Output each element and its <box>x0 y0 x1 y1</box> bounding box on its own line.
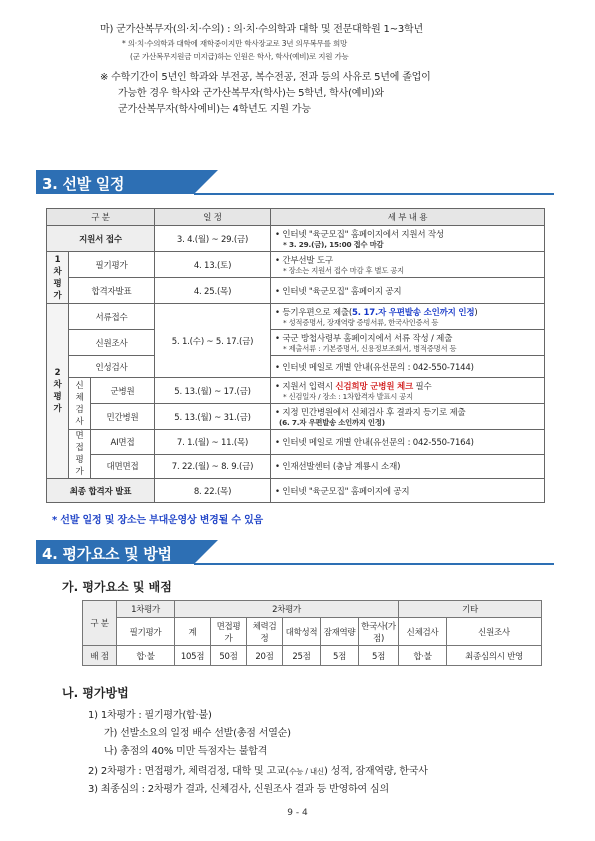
written-label: 필기평가 <box>69 252 155 278</box>
bg-label: 신원조사 <box>69 330 155 356</box>
civ-hosp-detail-1: • 지정 민간병원에서 신체검사 후 결과지 등기로 제출 <box>275 407 466 418</box>
docs-detail-1b: 5. 17.자 우편발송 소인까지 인정 <box>352 307 475 318</box>
mil-hosp-detail-1a: • 지원서 입력시 <box>275 381 336 392</box>
second-eval-label: 2차평가 <box>47 304 69 479</box>
face-label: 대면면접 <box>91 454 155 479</box>
second-date: 5. 1.(수) ~ 5. 17.(금) <box>155 304 271 378</box>
face-detail: • 인재선발센터 (충남 계룡시 소재) <box>271 454 545 479</box>
eval-col-fitness: 체력검정 <box>247 618 283 646</box>
civ-hosp-detail-2: (6. 7.자 우편발송 소인까지 인정) <box>279 417 385 427</box>
method-3: 3) 최종심의 : 2차평가 결과, 신체검사, 신원조사 결과 등 반영하여 심의 <box>88 784 389 795</box>
section-4-header <box>36 540 536 564</box>
docs-label: 서류접수 <box>69 304 155 330</box>
apply-detail-2: * 3. 29.(금), 15:00 접수 마감 <box>283 239 384 249</box>
first-eval-label: 1차평가 <box>47 252 69 304</box>
item-ma: 마) 군가산복무자(의·치·수의) : 의·치·수의학과 대학 및 전문대학원 1~3학년 <box>100 24 423 35</box>
ai-detail: • 인터넷 메일로 개별 안내(유선문의 : 042-550-7164) <box>271 430 545 455</box>
eval-col-physical: 신체검사 <box>399 618 447 646</box>
eval-col-interview: 면접평가 <box>211 618 247 646</box>
face-date: 7. 22.(월) ~ 8. 9.(금) <box>155 454 271 479</box>
written-date: 4. 13.(토) <box>155 252 271 278</box>
method-1a: 가) 선발소요의 일정 배수 선발(총점 서열순) <box>104 728 291 739</box>
pass-detail: • 인터넷 "육군모집" 홈페이지 공지 <box>271 278 545 304</box>
eval-second-label: 2차평가 <box>175 601 399 618</box>
final-detail: • 인터넷 "육군모집" 홈페이지에 공지 <box>271 479 545 503</box>
final-label: 최종 합격자 발표 <box>47 479 155 503</box>
eval-col-potential: 잠재역량 <box>321 618 359 646</box>
bg-detail-2: * 제출서류 : 기본증명서, 신용정보조회서, 병적증명서 등 <box>283 343 457 353</box>
sub-heading-ga: 가. 평가요소 및 배점 <box>62 580 172 594</box>
eval-col-background: 신원조사 <box>447 618 542 646</box>
page-number: 9 - 4 <box>287 808 308 818</box>
section-3-header <box>36 170 536 194</box>
bg-detail-1: • 국군 방첩사령부 홈페이지에서 서류 작성 / 제출 <box>275 333 453 344</box>
remark-line-3: 군가산복무자(학사예비)는 4학년도 지원 가능 <box>118 104 311 115</box>
mil-hosp-date: 5. 13.(월) ~ 17.(금) <box>155 378 271 404</box>
eval-val-written: 합·불 <box>117 646 175 666</box>
method-1b: 나) 총점의 40% 미만 득점자는 불합격 <box>104 746 268 757</box>
eval-row-label: 배 점 <box>83 646 117 666</box>
mil-hosp-detail-2: * 신검일자 / 장소 : 1차합격자 발표시 공지 <box>283 391 413 401</box>
mil-hosp-detail-1b: 신검희망 군병원 체크 <box>335 381 414 392</box>
header-date: 일 정 <box>155 209 271 226</box>
apply-detail-1: • 인터넷 "육군모집" 홈페이지에서 지원서 작성 <box>275 229 444 240</box>
eval-category-label: 구 분 <box>83 601 117 646</box>
civ-hosp-label: 민간병원 <box>91 404 155 430</box>
eval-first-label: 1차평가 <box>117 601 175 618</box>
eval-val-background: 최종심의시 반영 <box>447 646 542 666</box>
method-2a: 2) 2차평가 : 면접평가, 체력검정, 대학 및 고교( <box>88 766 290 777</box>
ai-label: AI면접 <box>91 430 155 455</box>
eval-col-history: 한국사(가점) <box>359 618 399 646</box>
header-category: 구 분 <box>47 209 155 226</box>
ai-date: 7. 1.(월) ~ 11.(목) <box>155 430 271 455</box>
docs-detail-1c: ) <box>474 307 478 318</box>
civ-hosp-date: 5. 13.(월) ~ 31.(금) <box>155 404 271 430</box>
eval-col-total: 계 <box>175 618 211 646</box>
eval-table <box>82 600 542 666</box>
section-3-title: 3. 선발 일정 <box>42 175 125 193</box>
physical-label: 신체검사 <box>69 378 91 430</box>
eval-val-grades: 25점 <box>283 646 321 666</box>
personality-label: 인성검사 <box>69 356 155 378</box>
note-line-1: * 의·치·수의학과 대학에 재학중이지만 학사장교로 3년 의무복무를 희망 <box>122 39 348 48</box>
eval-val-interview: 50점 <box>211 646 247 666</box>
personality-detail: • 인터넷 메일로 개별 안내(유선문의 : 042-550-7144) <box>271 356 545 378</box>
docs-detail-2: * 성적증명서, 장재역량 증빙서류, 한국사인증서 등 <box>283 317 439 327</box>
interview-label: 면접평가 <box>69 430 91 479</box>
method-2b: 수능 / 내신 <box>289 767 324 776</box>
sub-heading-na: 나. 평가방법 <box>62 686 129 700</box>
schedule-note: * 선발 일정 및 장소는 부대운영상 변경될 수 있음 <box>52 515 264 526</box>
eval-col-grades: 대학성적 <box>283 618 321 646</box>
header-detail: 세 부 내 용 <box>271 209 545 226</box>
mil-hosp-detail-1c: 필수 <box>413 381 432 392</box>
eval-col-written: 필기평가 <box>117 618 175 646</box>
note-line-2: (군 가산복무지원금 미지급)하는 인원은 학사, 학사(예비)로 지원 가능 <box>130 52 349 61</box>
eval-val-physical: 합·불 <box>399 646 447 666</box>
apply-label: 지원서 접수 <box>47 226 155 252</box>
apply-date: 3. 4.(월) ~ 29.(금) <box>155 226 271 252</box>
eval-etc-label: 기타 <box>399 601 542 618</box>
written-detail-2: * 장소는 지원서 접수 마감 후 별도 공지 <box>283 265 405 275</box>
section-4-title: 4. 평가요소 및 방법 <box>42 545 172 563</box>
schedule-table <box>46 208 545 503</box>
eval-val-history: 5점 <box>359 646 399 666</box>
final-date: 8. 22.(목) <box>155 479 271 503</box>
remark-line-1: ※ 수학기간이 5년인 학과와 부전공, 복수전공, 전과 등의 사유로 5년에 졸업이 <box>100 72 431 83</box>
eval-val-fitness: 20점 <box>247 646 283 666</box>
method-2 <box>88 762 428 777</box>
docs-detail-1a: • 등기우편으로 제출( <box>275 307 353 318</box>
eval-val-potential: 5점 <box>321 646 359 666</box>
pass-label: 합격자발표 <box>69 278 155 304</box>
eval-val-total: 105점 <box>175 646 211 666</box>
pass-date: 4. 25.(목) <box>155 278 271 304</box>
method-1: 1) 1차평가 : 필기평가(합·불) <box>88 710 212 721</box>
method-2c: ) 성적, 잠재역량, 한국사 <box>323 766 428 777</box>
remark-line-2: 가능한 경우 학사와 군가산복무자(학사)는 5학년, 학사(예비)와 <box>118 88 384 99</box>
mil-hosp-label: 군병원 <box>91 378 155 404</box>
written-detail-1: • 간부선발 도구 <box>275 255 333 266</box>
